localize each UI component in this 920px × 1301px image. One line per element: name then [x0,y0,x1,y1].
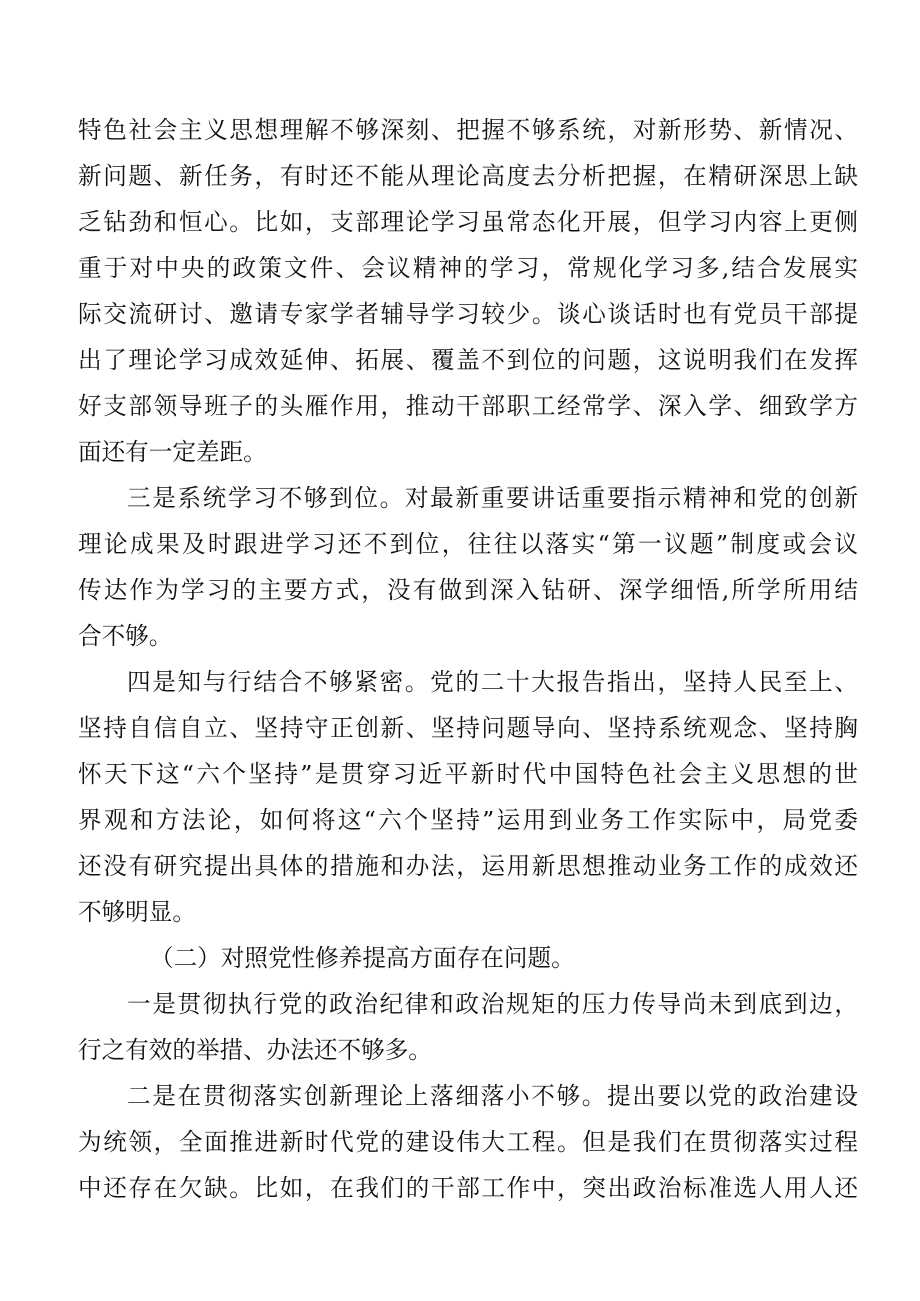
text-line: 面还有一定差距。 [78,438,267,466]
text-line: 出了理论学习成效延伸、拓展、覆盖不到位的问题，这说明我们在发挥 [78,346,858,374]
text-line: 二是在贯彻落实创新理论上落细落小不够。提出要以党的政治建设 [127,1082,858,1110]
text-line: 不够明显。 [78,898,196,926]
text-line: 一是贯彻执行党的政治纪律和政治规矩的压力传导尚未到底到边， [127,990,858,1018]
text-line: 还没有研究提出具体的措施和办法，运用新思想推动业务工作的成效还 [78,852,858,880]
text-line: 传达作为学习的主要方式，没有做到深入钻研、深学细悟,所学所用结 [78,576,858,604]
text-line: 行之有效的举措、办法还不够多。 [78,1036,432,1064]
text-line: 新问题、新任务，有时还不能从理论高度去分析把握，在精研深思上缺 [78,162,858,190]
text-line: 三是系统学习不够到位。对最新重要讲话重要指示精神和党的创新 [127,484,858,512]
text-line: 中还存在欠缺。比如，在我们的干部工作中，突出政治标准选人用人还 [78,1174,858,1202]
text-line: 理论成果及时跟进学习还不到位，往往以落实“第一议题”制度或会议 [78,530,858,558]
text-line: 际交流研讨、邀请专家学者辅导学习较少。谈心谈话时也有党员干部提 [78,300,858,328]
text-line: 为统领，全面推进新时代党的建设伟大工程。但是我们在贯彻落实过程 [78,1128,858,1156]
section-heading-text: （二）对照党性修养提高方面存在问题。 [150,944,575,972]
text-line: 特色社会主义思想理解不够深刻、把握不够系统，对新形势、新情况、 [78,116,858,144]
text-line: 好支部领导班子的头雁作用，推动干部职工经常学、深入学、细致学方 [78,392,858,420]
text-line: 怀天下这“六个坚持”是贯穿习近平新时代中国特色社会主义思想的世 [78,760,858,788]
text-line: 合不够。 [78,622,173,650]
text-line: 重于对中央的政策文件、会议精神的学习，常规化学习多,结合发展实 [78,254,858,282]
text-line: 四是知与行结合不够紧密。党的二十大报告指出，坚持人民至上、 [127,668,858,696]
text-line: 界观和方法论，如何将这“六个坚持”运用到业务工作实际中，局党委 [78,806,858,834]
text-line: 坚持自信自立、坚持守正创新、坚持问题导向、坚持系统观念、坚持胸 [78,714,858,742]
text-line: 乏钻劲和恒心。比如，支部理论学习虽常态化开展，但学习内容上更侧 [78,208,858,236]
